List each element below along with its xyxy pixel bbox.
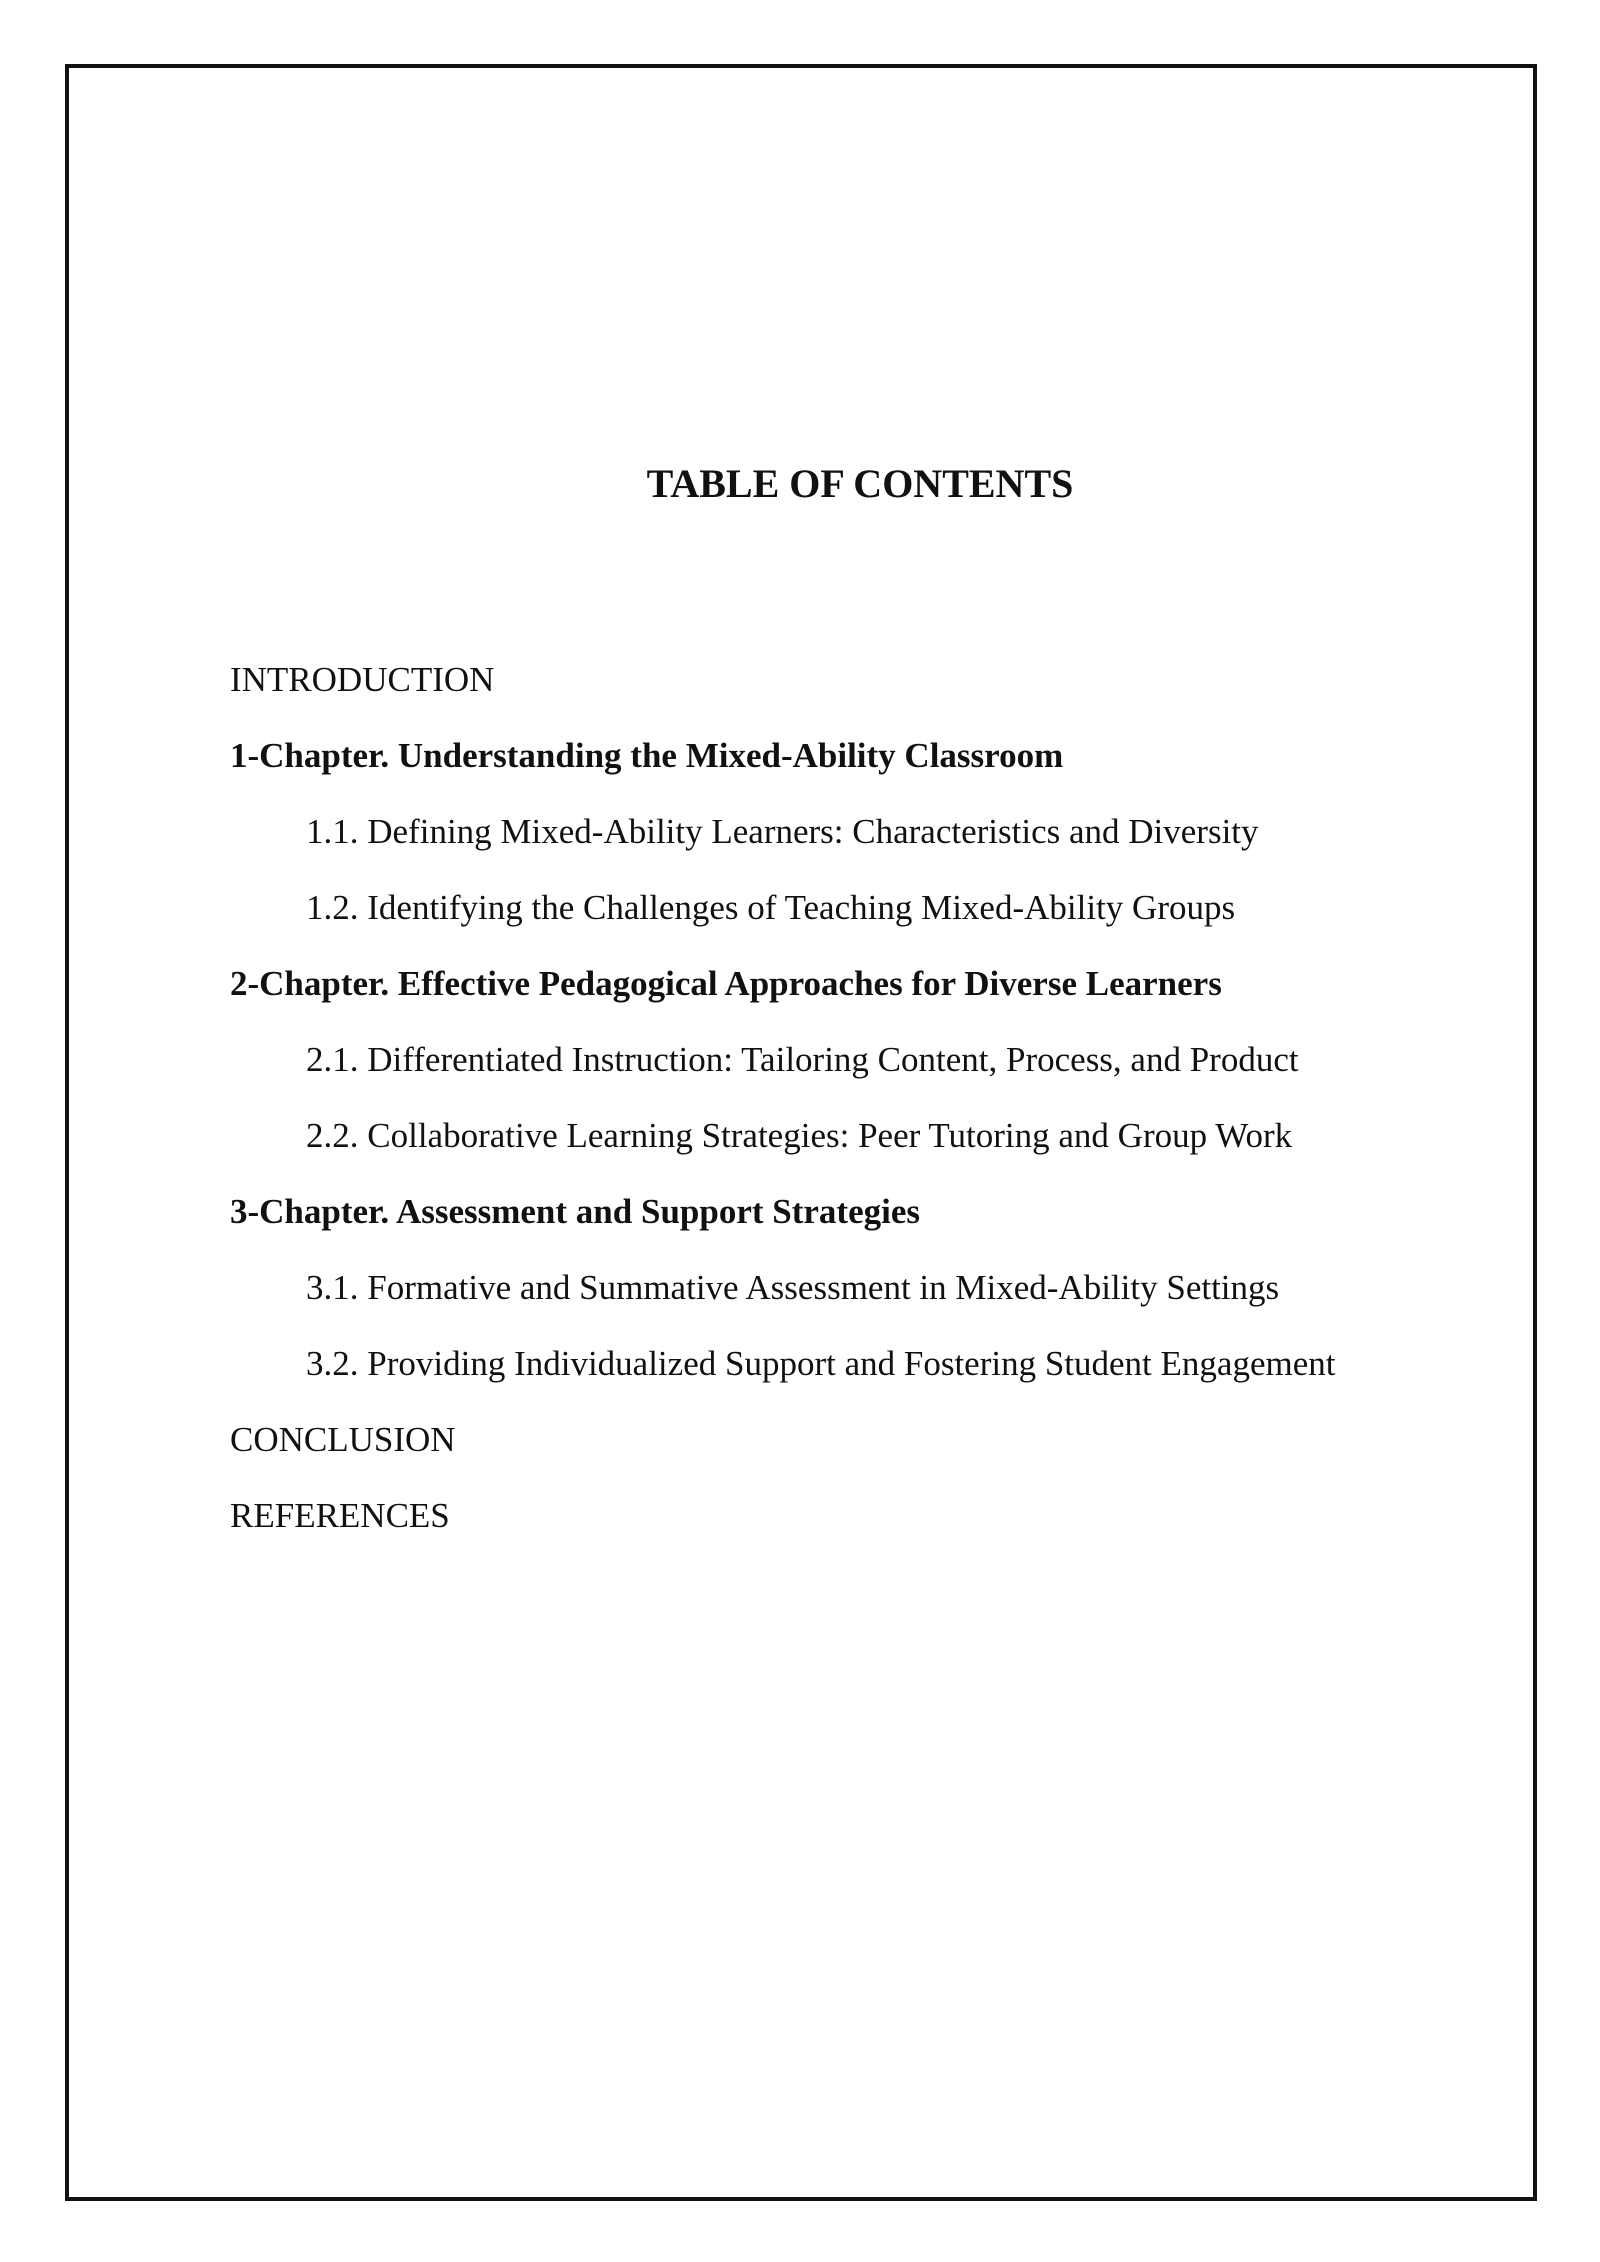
- toc-chapter-1: 1-Chapter. Understanding the Mixed-Ability Classroom: [230, 736, 1064, 775]
- toc-list: [230, 642, 1480, 1554]
- toc-chapter-3: 3-Chapter. Assessment and Support Strategies: [230, 1192, 921, 1231]
- toc-section-2-2: 2.2. Collaborative Learning Strategies: Peer Tutoring and Group Work: [306, 1116, 1293, 1155]
- toc-section-1-2: 1.2. Identifying the Challenges of Teaching Mixed-Ability Groups: [306, 888, 1236, 927]
- toc-entry-conclusion: CONCLUSION: [230, 1420, 456, 1459]
- page-title: TABLE OF CONTENTS: [646, 461, 1074, 506]
- toc-entry-references: REFERENCES: [230, 1496, 450, 1535]
- toc-entry-introduction: INTRODUCTION: [230, 660, 495, 699]
- toc-section-3-1: 3.1. Formative and Summative Assessment in Mixed-Ability Settings: [306, 1268, 1280, 1307]
- toc-chapter-2: 2-Chapter. Effective Pedagogical Approaches for Diverse Learners: [230, 964, 1222, 1003]
- toc-section-2-1: 2.1. Differentiated Instruction: Tailoring Content, Process, and Product: [306, 1040, 1299, 1079]
- toc-section-3-2: 3.2. Providing Individualized Support and Fostering Student Engagement: [306, 1344, 1336, 1383]
- toc-section-1-1: 1.1. Defining Mixed-Ability Learners: Characteristics and Diversity: [306, 812, 1259, 851]
